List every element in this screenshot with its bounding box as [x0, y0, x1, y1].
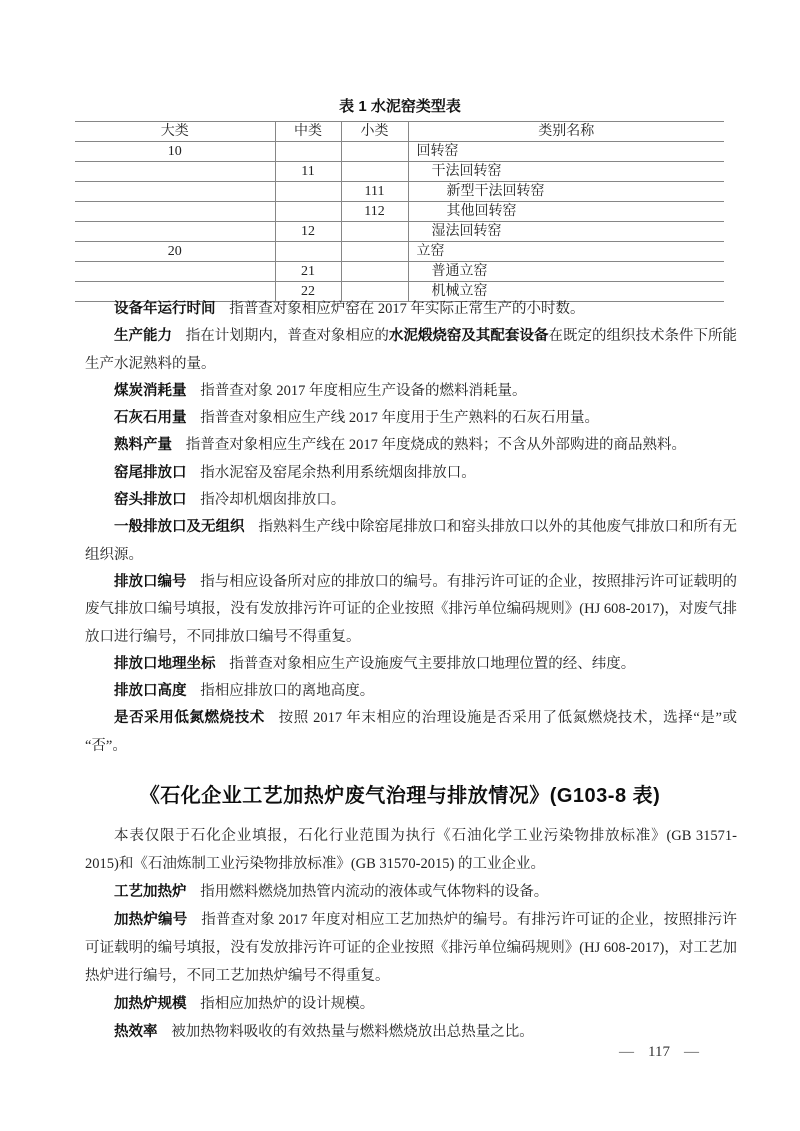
body-text: 指相应加热炉的设计规模。	[200, 996, 375, 1012]
body-text: 指普查对象相应生产线在 2017 年度烧成的熟料；不含从外部购进的商品熟料。	[185, 437, 687, 454]
term-label: 排放口地理坐标	[114, 655, 216, 672]
kiln-type-table	[75, 121, 724, 302]
cell-minor: 112	[341, 202, 408, 222]
cell-category-name: 回转窑	[408, 142, 724, 162]
body-text: 指普查对象 2017 年度对相应工艺加热炉的编号。有排污许可证的企业，按照排污许可证载明的编号填报，没有发放排污许可证的企业按照《排污单位编码规则》(HJ 608-2017)，对工艺加热炉进行编号，不同工艺加热炉编号不得重复。	[85, 912, 737, 984]
term-label: 排放口编号	[114, 573, 187, 590]
cell-major	[75, 162, 275, 182]
page-number-dash-right: —	[684, 1044, 699, 1060]
cell-major: 10	[75, 142, 275, 162]
cell-major	[75, 202, 275, 222]
cell-minor	[341, 242, 408, 262]
cell-category-name: 干法回转窑	[408, 162, 724, 182]
body-text: 按照 2017 年末相应的治理设施是否采用了低氮燃烧技术，选择“是”或“否”。	[85, 710, 737, 754]
cell-major	[75, 262, 275, 282]
term-label: 生产能力	[114, 328, 173, 345]
page-number-dash-left: —	[619, 1044, 635, 1060]
col-header-minor: 小类	[341, 122, 408, 142]
definition-paragraph	[85, 378, 737, 405]
cell-mid: 22	[275, 282, 341, 302]
cell-mid: 11	[275, 162, 341, 182]
term-label: 窑尾排放口	[114, 464, 187, 481]
cell-major: 20	[75, 242, 275, 262]
term-label: 排放口高度	[114, 683, 187, 700]
table-title: 表 1 水泥窑类型表	[339, 98, 461, 115]
term-label: 工艺加热炉	[114, 884, 187, 900]
definition-paragraph	[85, 705, 737, 760]
cell-minor: 111	[341, 182, 408, 202]
section-heading-g103-8: 《石化企业工艺加热炉废气治理与排放情况》(G103-8 表)	[139, 785, 661, 807]
definition-paragraph	[85, 296, 737, 323]
definition-paragraph	[85, 405, 737, 432]
bold-text: 水泥煅烧窑及其配套设备	[388, 328, 549, 345]
definition-paragraph	[85, 878, 737, 906]
body-text: 指普查对象 2017 年度相应生产设备的燃料消耗量。	[200, 382, 527, 399]
definition-paragraph	[85, 432, 737, 459]
cell-category-name: 新型干法回转窑	[408, 182, 724, 202]
cell-category-name: 机械立窑	[408, 282, 724, 302]
definitions-section-2	[85, 822, 737, 1046]
term-label: 窑头排放口	[114, 492, 187, 509]
term-label: 煤炭消耗量	[114, 382, 187, 399]
definitions-section-1	[85, 296, 737, 760]
table-header-row	[75, 122, 724, 142]
body-text: 指熟料生产线中除窑尾排放口和窑头排放口以外的其他废气排放口和所有无组织源。	[85, 519, 738, 563]
page-number	[605, 1044, 713, 1061]
cell-category-name: 立窑	[408, 242, 724, 262]
body-text: 指普查对象相应炉窑在 2017 年实际正常生产的小时数。	[229, 301, 585, 317]
body-text: 指普查对象相应生产设施废气主要排放口地理位置的经、纬度。	[229, 655, 636, 672]
term-label: 熟料产量	[114, 437, 172, 454]
definition-paragraph	[85, 1018, 737, 1046]
term-label: 一般排放口及无组织	[114, 519, 245, 536]
table-row	[75, 202, 724, 222]
table-row	[75, 162, 724, 182]
body-text: 指普查对象相应生产线 2017 年度用于生产熟料的石灰石用量。	[200, 410, 600, 427]
body-text: 被加热物料吸收的有效热量与燃料燃烧放出总热量之比。	[171, 1024, 534, 1040]
body-text: 在既定的组织技术条件下所能生产水泥熟料的量。	[85, 328, 738, 372]
table-row	[75, 242, 724, 262]
term-label: 加热炉规模	[114, 996, 187, 1012]
definition-paragraph	[85, 678, 737, 705]
definition-paragraph	[85, 990, 737, 1018]
cell-mid	[275, 242, 341, 262]
table-row	[75, 142, 724, 162]
cell-mid	[275, 142, 341, 162]
cell-category-name: 湿法回转窑	[408, 222, 724, 242]
body-text: 本表仅限于石化企业填报，石化行业范围为执行《石油化学工业污染物排放标准》(GB 31571-2015)和《石油炼制工业污染物排放标准》(GB 31570-2015) 的工业企业。	[85, 828, 737, 872]
definition-paragraph	[85, 514, 737, 569]
definition-paragraph	[85, 906, 737, 990]
definition-paragraph	[85, 323, 737, 378]
cell-minor	[341, 222, 408, 242]
cell-major	[75, 222, 275, 242]
term-label: 加热炉编号	[114, 912, 188, 928]
definition-paragraph	[85, 487, 737, 514]
cell-minor	[341, 262, 408, 282]
body-text: 指在计划期内，普查对象相应的	[185, 328, 389, 345]
cell-major	[75, 182, 275, 202]
body-text: 指水泥窑及窑尾余热利用系统烟囱排放口。	[200, 464, 476, 481]
table-row	[75, 182, 724, 202]
body-text: 指冷却机烟囱排放口。	[200, 492, 346, 509]
definition-paragraph	[85, 460, 737, 487]
body-text: 指相应排放口的离地高度。	[200, 683, 375, 700]
table-row	[75, 262, 724, 282]
cell-mid: 21	[275, 262, 341, 282]
col-header-major: 大类	[75, 122, 275, 142]
table-row	[75, 222, 724, 242]
term-label: 是否采用低氮燃烧技术	[114, 710, 265, 727]
definition-paragraph	[85, 569, 737, 651]
cell-category-name: 普通立窑	[408, 262, 724, 282]
body-text: 指用燃料燃烧加热管内流动的液体或气体物料的设备。	[200, 884, 549, 900]
term-label: 设备年运行时间	[114, 301, 216, 317]
definition-paragraph	[85, 822, 737, 878]
definition-paragraph	[85, 651, 737, 678]
col-header-mid: 中类	[275, 122, 341, 142]
cell-category-name: 其他回转窑	[408, 202, 724, 222]
term-label: 石灰石用量	[114, 410, 187, 427]
body-text: 指与相应设备所对应的排放口的编号。有排污许可证的企业，按照排污许可证载明的废气排放口编号填报，没有发放排污许可证的企业按照《排污单位编码规则》(HJ 608-2017)，对废气排放口进行编号，不同排放口编号不得重复。	[85, 573, 737, 645]
cell-mid	[275, 202, 341, 222]
kiln-table-body	[75, 142, 724, 302]
cell-mid	[275, 182, 341, 202]
col-header-name: 类别名称	[408, 122, 724, 142]
cell-minor	[341, 162, 408, 182]
term-label: 热效率	[114, 1024, 158, 1040]
cell-mid: 12	[275, 222, 341, 242]
cell-minor	[341, 142, 408, 162]
page-number-value: 117	[648, 1044, 670, 1060]
